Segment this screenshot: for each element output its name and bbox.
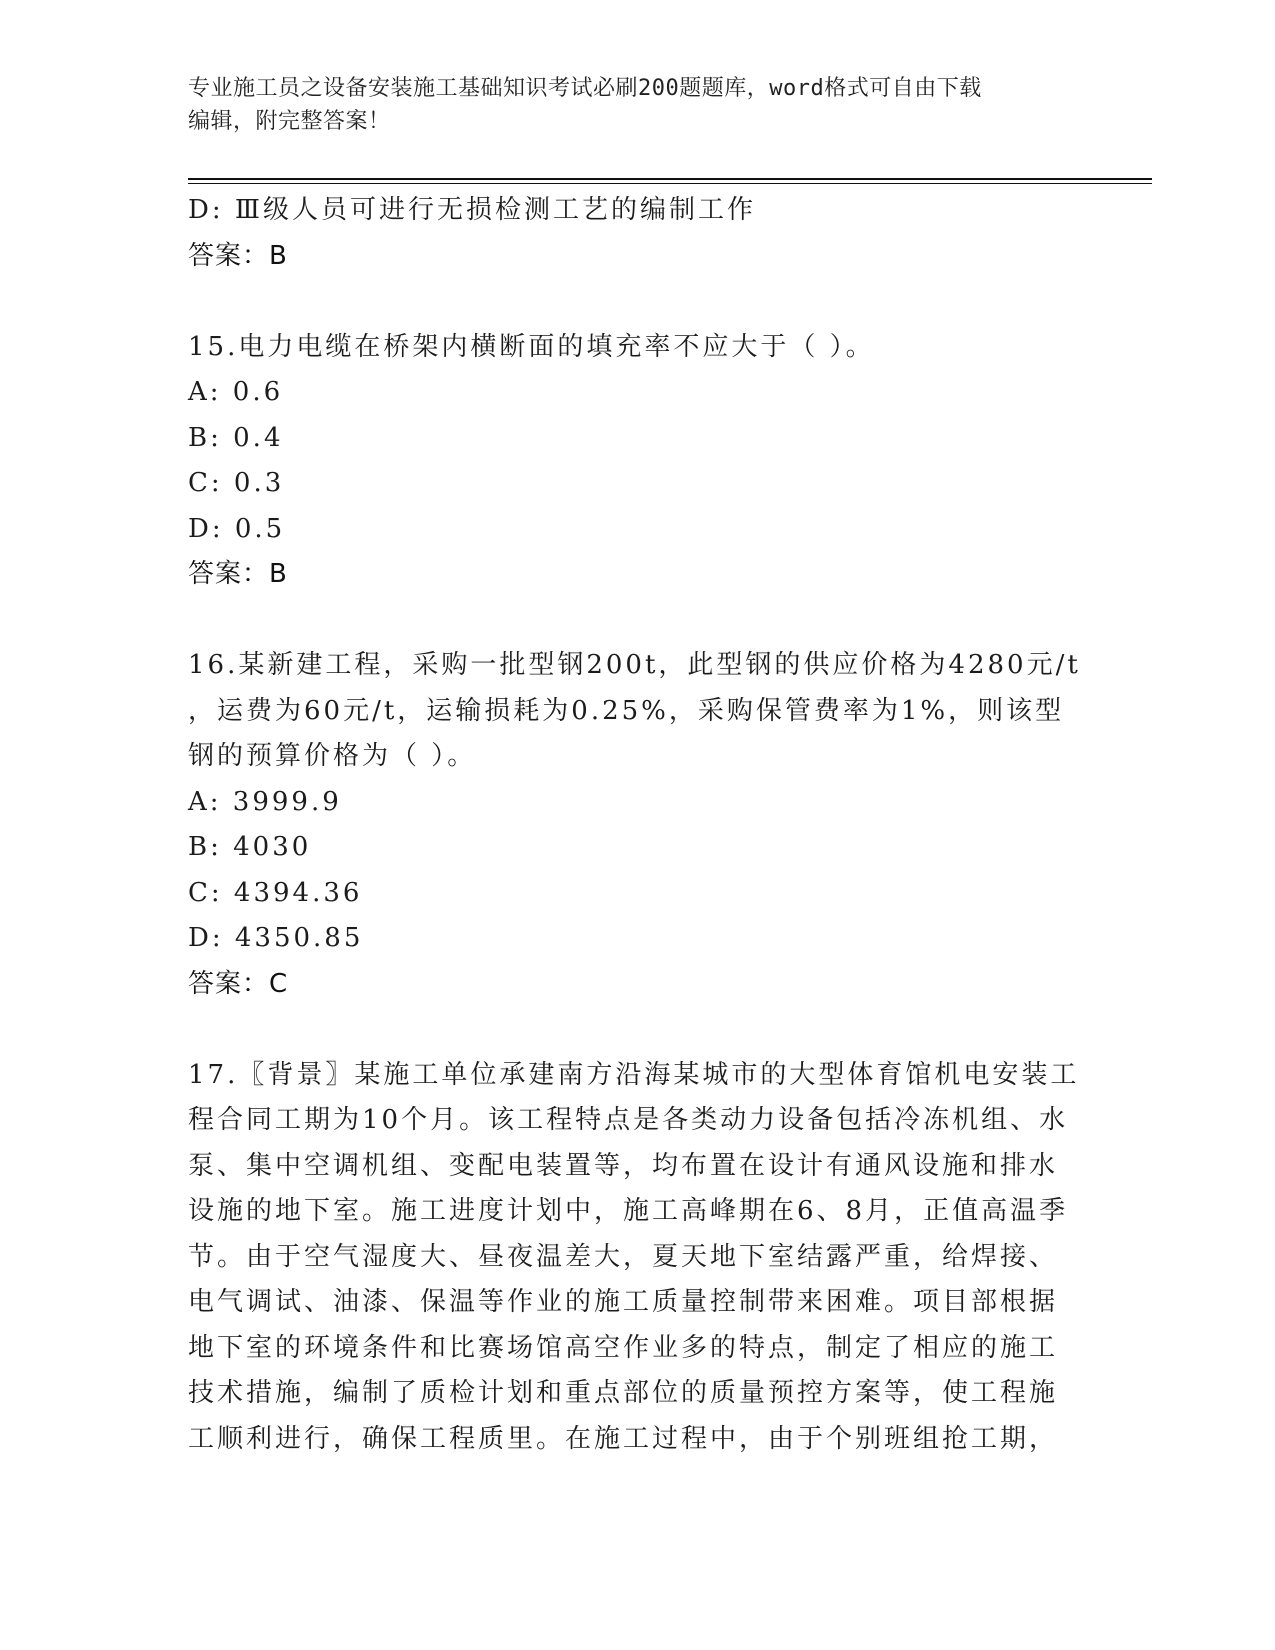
q16-question-line: ，运费为60元/t，运输损耗为0.25%，采购保管费率为1%，则该型 <box>188 695 1065 726</box>
q16-question-line: 16.某新建工程，采购一批型钢200t，此型钢的供应价格为4280元/t <box>188 650 1081 680</box>
q17-question-line: 电气调试、油漆、保温等作业的施工质量控制带来困难。项目部根据 <box>188 1287 1059 1317</box>
header-title-line-2: 编辑，附完整答案！ <box>188 109 391 134</box>
q14-answer: 答案：B <box>188 240 288 271</box>
q15-answer: 答案：B <box>188 559 288 589</box>
q15-option-b: B: 0.4 <box>188 422 284 453</box>
q16-option-d: D: 4350.85 <box>188 923 364 953</box>
spacer <box>188 279 1088 325</box>
q17-question-line: 技术措施，编制了质检计划和重点部位的质量预控方案等，使工程施 <box>188 1378 1059 1408</box>
q14-option-d: D: Ⅲ级人员可进行无损检测工艺的编制工作 <box>188 195 756 225</box>
spacer <box>188 1007 1088 1053</box>
q16-answer: 答案：C <box>188 968 289 999</box>
spacer <box>188 598 1088 644</box>
document-header <box>188 72 1068 138</box>
q15-question: 15.电力电缆在桥架内横断面的填充率不应大于（ ）。 <box>188 331 875 362</box>
q17-question-line: 设施的地下室。施工进度计划中，施工高峰期在6、8月，正值高温季 <box>188 1196 1069 1226</box>
q17-question-line: 程合同工期为10个月。该工程特点是各类动力设备包括冷冻机组、水 <box>188 1105 1069 1135</box>
q17-question-line: 泵、集中空调机组、变配电装置等，均布置在设计有通风设施和排水 <box>188 1150 1059 1181</box>
q16-option-a: A: 3999.9 <box>188 786 342 817</box>
q15-option-a: A: 0.6 <box>188 377 284 407</box>
q16-question <box>188 643 1081 780</box>
q16-option-c: C: 4394.36 <box>188 877 363 908</box>
q17-question-line: 地下室的环境条件和比赛场馆高空作业多的特点，制定了相应的施工 <box>188 1332 1059 1363</box>
q15-option-d: D: 0.5 <box>188 513 286 544</box>
header-divider-thick <box>188 178 1152 180</box>
q16-question-line: 钢的预算价格为（ ）。 <box>188 741 477 771</box>
q17-question-line: 17.〖背景〗某施工单位承建南方沿海某城市的大型体育馆机电安装工 <box>188 1059 1080 1090</box>
question-content <box>188 188 1088 1462</box>
header-title-line-1: 专业施工员之设备安装施工基础知识考试必刷200题题库，word格式可自由下载 <box>188 76 982 101</box>
header-divider-thin <box>188 183 1152 184</box>
q17-question-line: 节。由于空气湿度大、昼夜温差大，夏天地下室结露严重，给焊接、 <box>188 1241 1059 1272</box>
q17-question <box>188 1053 1080 1463</box>
q16-option-b: B: 4030 <box>188 832 312 862</box>
q17-question-line: 工顺利进行，确保工程质里。在施工过程中，由于个别班组抢工期， <box>188 1423 1059 1454</box>
q15-option-c: C: 0.3 <box>188 468 285 498</box>
